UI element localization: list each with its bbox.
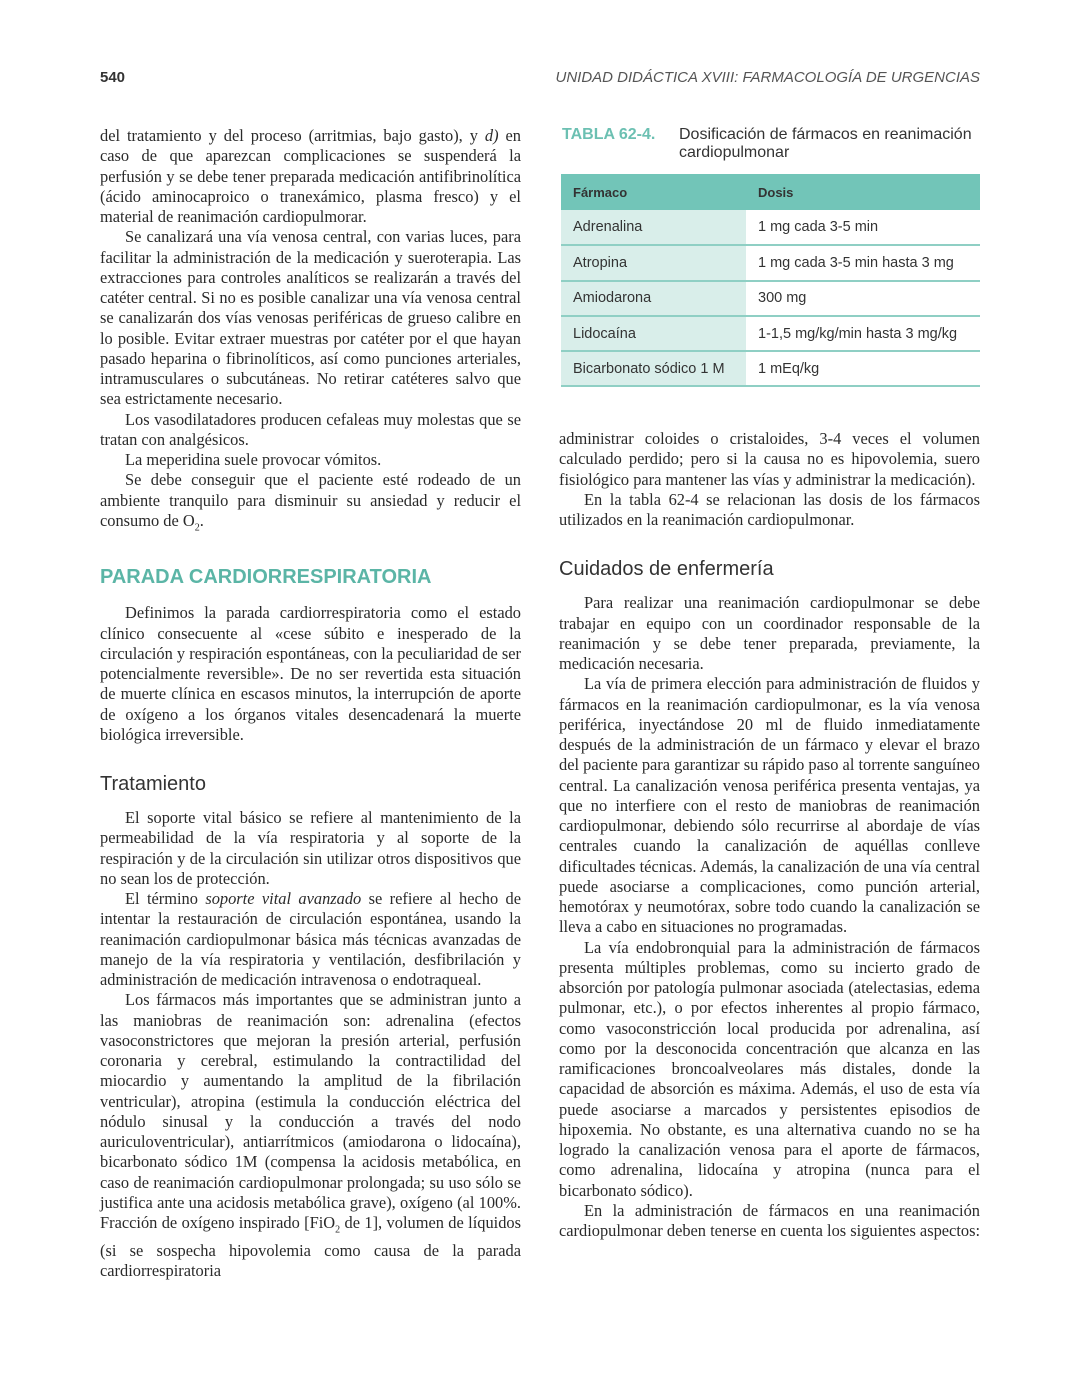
table-row — [561, 316, 980, 351]
paragraph: administrar coloides o cristaloides, 3-4 veces el volumen calculado perdido; pero si la causa no es hipovolemia, suero fisiológico para mantener las vías y administrar la medicación). — [559, 429, 980, 489]
dose-cell: 1 mEq/kg — [746, 351, 980, 386]
drug-cell: Lidocaína — [561, 316, 746, 351]
table-title: Dosificación de fármacos en reanimación cardiopulmonar — [679, 126, 972, 161]
table-row — [561, 210, 980, 245]
paragraph: Para realizar una reanimación cardiopulmonar se debe trabajar en equipo con un coordinador responsable de la reanimación y se debe tener preparada, previamente, la medicación necesaria. — [559, 593, 980, 673]
paragraph: del tratamiento y del proceso (arritmias, bajo gasto), y d) en caso de que aparezcan complicaciones se suspenderá la perfusión y se debe tener preparada medicación antifibrinolítica (ácido aminocaproico o tranexámico, plasma fresco) y el material de reanimación cardiopulmorar. — [100, 126, 521, 226]
subsection-heading: Cuidados de enfermería — [559, 558, 774, 581]
table-label: TABLA 62-4. — [562, 126, 656, 143]
drug-cell: Amiodarona — [561, 281, 746, 316]
paragraph: Los fármacos más importantes que se administran junto a las maniobras de reanimación son: adrenalina (efectos vasoconstrictores que mejoran la presión arterial, perfusión coronaria y cerebral, estimulando la contractilidad del miocardio y aumentando la amplitud de la fibrilación ventricular), atropina (estimula la conducción eléctrica del nódulo sinusal y la conducción a través del nodo auriculoventricular), antiarrítmicos (amiodarona o lidocaína), bicarbonato sódico 1M (compensa la acidosis metabólica, en caso de reanimación cardiopulmonar prolongada; su uso sólo se justifica ante una acidosis metabólica grave), oxígeno (al 100%. Fracción de oxígeno inspirado [FiO$_2$ de 1], volumen de líquidos (si se sospecha hipovolemia como causa de la parada cardiorrespiratoria — [100, 990, 521, 1280]
paragraph: Definimos la parada cardiorrespiratoria como el estado clínico consecuente al «cese súbito e inesperado de la circulación y respiración espontáneas, con la peculiaridad de ser potencialmente reversible». De no ser revertida esta situación de muerte clínica en escasos minutos, la interrupción de aporte de oxígeno a los órganos vitales desencadenará la muerte biológica irreversible. — [100, 603, 521, 744]
paragraph: Se canalizará una vía venosa central, con varias luces, para facilitar la administración de la medicación y sueroterapia. Las extracciones para controles analíticos se realizarán a través del catéter central. Si no es posible canalizar una vía venosa central se canalizarán dos vías venosas periféricas de grueso calibre en lo posible. Evitar extraer muestras por catéter por el que hayan pasado heparina o fibrinolíticos, así como punciones arteriales, intramusculares o subcutáneas. No retirar catéteres salvo que sea estrictamente necesario. — [100, 227, 521, 409]
paragraph: El soporte vital básico se refiere al mantenimiento de la permeabilidad de la vía respiratoria y al soporte de la respiración y de la circulación sin utilizar otros dispositivos que no sean los de protección. — [100, 808, 521, 888]
paragraph: Los vasodilatadores producen cefaleas muy molestas que se tratan con analgésicos. — [100, 409, 521, 449]
page-number: 540 — [100, 69, 126, 86]
paragraph: La vía de primera elección para administración de fluidos y fármacos en la reanimación cardiopulmonar, es la vía venosa periférica, inyectándose 20 ml de fluido inmediatamente después de la administración de un fármaco y elevar el brazo del paciente para garantizar su rápido paso al torrente sanguíneo central. La canalización venosa periférica presenta ventajas, ya que no interfiere con el resto de maniobras de reanimación cardiopulmonar, debiendo sólo recurrirse al abordaje de vías centrales cuando la canalización de aquéllas conlleve dificultades técnicas. Además, la canalización de una vía central puede asociarse a complicaciones, como punción arterial, hemotórax y neumotórax, sobre todo cuando la canalización se lleva a cabo en situaciones no programadas. — [559, 674, 980, 937]
table-row — [561, 351, 980, 386]
dose-cell: 1-1,5 mg/kg/min hasta 3 mg/kg — [746, 316, 980, 351]
paragraph: La vía endobronquial para la administración de fármacos presenta múltiples problemas, como su incierto grado de absorción por patología pulmonar asociada (atelectasias, edema pulmonar, etc.), o por efectos inherentes al propio fármaco, como vasoconstricción local producida por adrenalina, así como por la desconocida concentración que alcanza en las ramificaciones broncoalveolares más distales, donde la capacidad de absorción es máxima. Además, el uso de esta vía puede asociarse a marcados y persistentes episodios de hipoxemia. No obstante, es una alternativa cuando no se ha logrado la canalización venosa para el aporte de fármacos, como adrenalina, lidocaína y atropina (nunca para el bicarbonato sódico). — [559, 937, 980, 1200]
dose-cell: 300 mg — [746, 281, 980, 316]
column-header: Fármaco — [561, 174, 746, 210]
section-heading: PARADA CARDIORRESPIRATORIA — [100, 566, 432, 589]
running-title: UNIDAD DIDÁCTICA XVIII: FARMACOLOGÍA DE URGENCIAS — [555, 69, 980, 86]
drug-cell: Atropina — [561, 245, 746, 280]
left-column — [100, 126, 521, 1281]
table-row — [561, 281, 980, 316]
paragraph: Se debe conseguir que el paciente esté rodeado de un ambiente tranquilo para disminuir su ansiedad y reducir el consumo de $O_2$. — [100, 470, 521, 534]
dose-cell: 1 mg cada 3-5 min — [746, 210, 980, 245]
dose-cell: 1 mg cada 3-5 min hasta 3 mg — [746, 245, 980, 280]
drug-cell: Adrenalina — [561, 210, 746, 245]
subsection-heading: Tratamiento — [100, 773, 206, 796]
paragraph: En la administración de fármacos en una reanimación cardiopulmonar deben tenerse en cuenta los siguientes aspectos: — [559, 1200, 981, 1240]
table-caption — [562, 126, 982, 162]
table-row — [561, 245, 980, 280]
paragraph: El término soporte vital avanzado se refiere al hecho de intentar la restauración de circulación espontánea, usando la reanimación cardiopulmonar básica más técnicas avanzadas de manejo de la vía respiratoria y ventilación, desfibrilación y administración de medicación intravenosa o endotraqueal. — [100, 889, 521, 990]
dosage-table — [561, 174, 980, 387]
paragraph: En la tabla 62-4 se relacionan las dosis de los fármacos utilizados en la reanimación cardiopulmonar. — [559, 489, 980, 529]
right-column — [559, 429, 980, 1241]
column-header: Dosis — [746, 174, 980, 210]
paragraph: La meperidina suele provocar vómitos. — [125, 450, 382, 469]
drug-cell: Bicarbonato sódico 1 M — [561, 351, 746, 386]
